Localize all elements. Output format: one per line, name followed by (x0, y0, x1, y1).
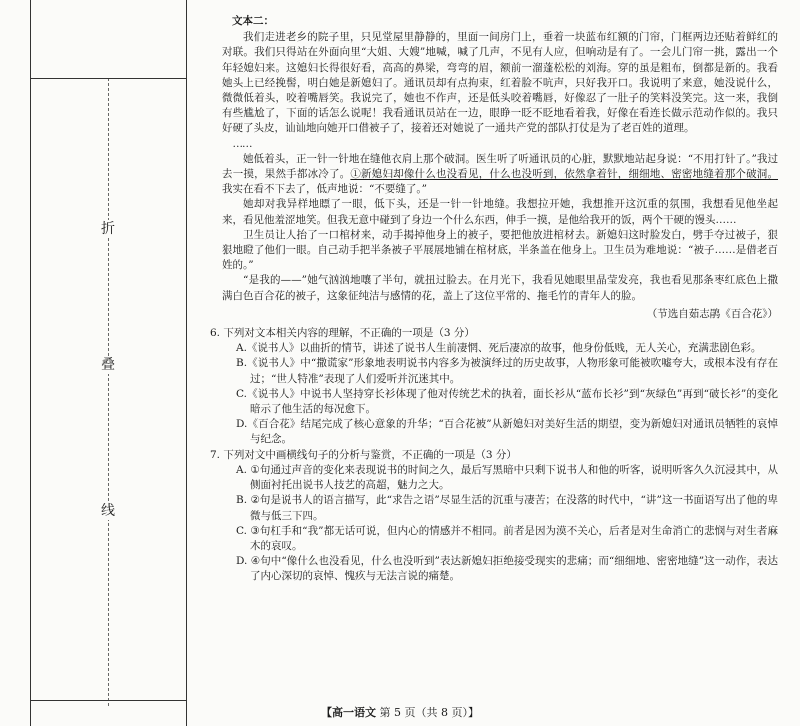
margin-rule-top (30, 78, 186, 79)
passage-paragraph-4: 卫生员让人抬了一口棺材来，动手揭掉他身上的被子，要把他放进棺材去。新媳妇这时脸发白，劈手夺过被子，狠狠地瞪了他们一眼。自己动手把半条被子平展展地铺在棺材底，半条盖在他身上。卫生员为难地说：“被子……是借老百姓的。” (222, 228, 778, 272)
fold-char-die: 叠 (101, 357, 115, 373)
passage-source: （节选自茹志鹃《百合花》） (646, 307, 778, 320)
passage-paragraph-1: 我们走进老乡的院子里，只见堂屋里静静的，里面一间房门上，垂着一块蓝布红额的门帘，门框两边还贴着鲜红的对联。我们只得站在外面向里“大姐、大嫂”地喊，喊了几声，不见有人应，但响动是有了。一会儿门帘一挑，露出一个年轻媳妇来。这媳妇长得很好看，高高的鼻梁，弯弯的眉，额前一溜蓬松松的刘海。穿的虽是粗布，倒都是新的。我看她头上已经挽髻，明白她是新媳妇了。通讯员却有点拘束，红着脸不吭声，只好我开口。我说明了来意，她没说什么，微微低着头，咬着嘴唇笑。我说完了，她也不作声，还是低头咬着嘴唇，好像忍了一肚子的笑料没笑完。这一来，我倒有些尴尬了，下面的话怎么说呢！我看通讯员站在一边，眼睁一眨不眨地看着我，好像在看连长做示范动作似的。我只好硬了头皮，讪讪地向她开口借被子了，接着还对她说了一通共产党的部队打仗是为了老百姓的道理。 (222, 31, 778, 135)
margin-border-left (30, 0, 31, 726)
passage-paragraph-2 (222, 152, 778, 198)
passage-paragraph-5: “是我的——”她气汹汹地嚷了半句，就扭过脸去。在月光下，我看见她眼里晶莹发亮，我也看见那条枣红底色上撒满白色百合花的被子，这象征纯洁与感情的花，盖上了这位平常的、拖毛竹的青年人的脸。 (222, 274, 778, 302)
fold-char-xian: 线 (101, 503, 115, 519)
margin-rule-bottom (30, 700, 186, 701)
fold-char-zhe: 折 (101, 221, 115, 237)
section-title: 文本二： (232, 15, 274, 27)
page-content (210, 14, 779, 585)
underlined-sentence-4: ①新媳妇却像什么也没看见，什么也没听到，依然拿着针，细细地、密密地缝着那个破洞。 (350, 168, 779, 181)
question-6-option-d: D.《百合花》结尾完成了核心意象的升华；“百合花被”从新媳妇对美好生活的期望，变为新媳妇对通讯员牺牲的哀悼与纪念。 (236, 418, 778, 446)
question-6-option-b: B.《说书人》中“撒谎家”形象地表明说书内容多为被演绎过的历史故事，人物形象可能被吹嘘夸大，或根本没有存在过；“世人特准”表现了人们爱听并沉迷其中。 (236, 357, 778, 385)
passage-paragraph-3: 她却对我异样地瞟了一眼，低下头，还是一针一针地缝。我想拉开她，我想推开这沉重的氛围，我想看见他坐起来，看见他羞涩地笑。但我无意中碰到了身边一个什么东西，伸手一摸，是他给我开的饭，两个干硬的馒头…… (222, 198, 778, 226)
question-7-option-c: C. ③句杠手和“我”都无话可说，但内心的情感并不相同。前者是因为漠不关心，后者是对生命消亡的悲悯与对生者麻木的哀叹。 (236, 524, 778, 552)
fold-line (108, 78, 109, 706)
passage-p2-start: 她低着头，正一针一针地在缝他衣肩上那个破洞。医生听了听通讯员的心脏，默默地站起身说：“不用打针了。”我过去一摸，果然手都冰冷了。 (222, 152, 778, 181)
question-7-option-b: B. ②句是说书人的语言描写，此“求告之语”尽显生活的沉重与凄苦；在没落的时代中，“讲”这一书面语写出了他的卑微与低三下四。 (236, 494, 778, 522)
question-7 (210, 448, 778, 585)
question-6-option-a: A.《说书人》以曲折的情节，讲述了说书人生前凄惘、死后凄凉的故事，他身份低贱，无人关心，充满悲剧色彩。 (236, 342, 762, 355)
binding-margin (0, 0, 190, 726)
page-footer (0, 704, 800, 720)
footer-page-number: 第 5 页（共 8 页）】 (379, 706, 479, 719)
question-6-stem: 6. 下列对文本相关内容的理解，不正确的一项是（3 分） (210, 327, 475, 340)
passage-p2-end: 我实在看不下去了，低声地说：“不要缝了。” (222, 183, 427, 196)
question-7-stem: 7. 下列对文中画横线句子的分析与鉴赏，不正确的一项是（3 分） (210, 448, 517, 461)
question-6 (210, 326, 778, 448)
question-6-option-c: C.《说书人》中说书人坚持穿长衫体现了他对传统艺术的执着，面长衫从“蓝布长衫”到“灰绿色”再到“破长衫”的变化暗示了他生活的每况愈下。 (236, 387, 778, 416)
question-7-option-a: A. ①句通过声音的变化来表现说书的时间之久，最后写黑暗中只剩下说书人和他的听客，说明听客久久沉浸其中，从侧面衬托出说书人技艺的高超，魅力之大。 (236, 463, 778, 492)
passage-ellipsis: …… (232, 137, 252, 150)
footer-subject: 【高一语文 (321, 706, 376, 719)
question-7-option-d: D. ④句中“像什么也没看见，什么也没听到”表达新媳妇拒绝接受现实的悲痛；而“细细地、密密地缝”这一动作，表达了内心深切的哀悼、愧疚与无法言说的痛楚。 (236, 555, 778, 583)
margin-border-right (186, 0, 187, 726)
